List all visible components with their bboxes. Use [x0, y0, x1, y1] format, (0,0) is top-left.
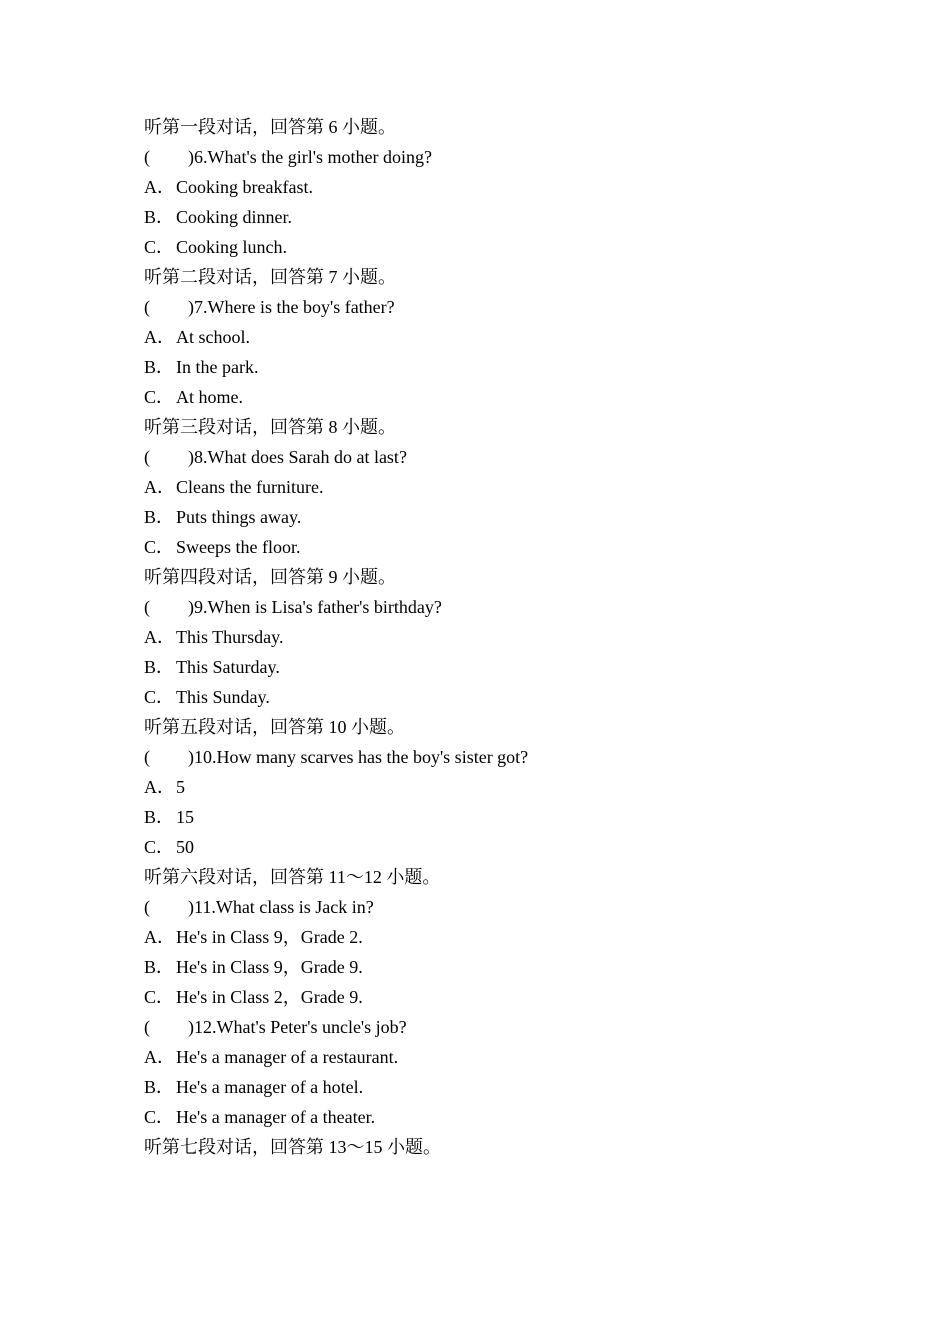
option-text: He's in Class 2，Grade 9.: [176, 987, 363, 1007]
section-instruction: 听第三段对话，回答第 8 小题。: [144, 417, 396, 437]
option-letter: A．: [144, 777, 175, 797]
section-instruction: 听第四段对话，回答第 9 小题。: [144, 567, 396, 587]
answer-paren: (: [144, 147, 150, 167]
exam-page: [144, 112, 844, 1162]
option-letter: B．: [144, 207, 175, 227]
option-text: He's a manager of a restaurant.: [176, 1047, 399, 1067]
option-letter: B．: [144, 1077, 175, 1097]
option: [144, 1042, 844, 1072]
option-letter: A．: [144, 177, 175, 197]
option-letter: A．: [144, 477, 175, 497]
question-text: )10.How many scarves has the boy's sister got?: [188, 747, 529, 767]
option-text: Cooking lunch.: [176, 237, 287, 257]
option: [144, 322, 844, 352]
option-text: This Thursday.: [176, 627, 284, 647]
option-letter: C．: [144, 1107, 175, 1127]
option-text: Cooking breakfast.: [176, 177, 313, 197]
option: [144, 232, 844, 262]
section-instruction: 听第五段对话，回答第 10 小题。: [144, 717, 405, 737]
option-text: In the park.: [176, 357, 259, 377]
question: [144, 1012, 844, 1042]
option-letter: B．: [144, 807, 175, 827]
option: [144, 622, 844, 652]
option-text: At home.: [176, 387, 243, 407]
option: [144, 502, 844, 532]
option-text: At school.: [176, 327, 250, 347]
option-text: This Saturday.: [176, 657, 280, 677]
option: [144, 982, 844, 1012]
question: [144, 442, 844, 472]
option-text: Cleans the furniture.: [176, 477, 324, 497]
option-letter: B．: [144, 657, 175, 677]
option-letter: C．: [144, 687, 175, 707]
option-text: He's in Class 9，Grade 9.: [176, 957, 363, 977]
question: [144, 892, 844, 922]
option-text: He's a manager of a hotel.: [176, 1077, 364, 1097]
option-letter: A．: [144, 327, 175, 347]
option: [144, 772, 844, 802]
option-text: He's in Class 9，Grade 2.: [176, 927, 363, 947]
question: [144, 742, 844, 772]
section-instruction: 听第六段对话，回答第 11～12 小题。: [144, 867, 441, 887]
option-text: Sweeps the floor.: [176, 537, 301, 557]
option: [144, 202, 844, 232]
option-text: 50: [176, 837, 194, 857]
option: [144, 382, 844, 412]
option: [144, 802, 844, 832]
question-text: )8.What does Sarah do at last?: [188, 447, 407, 467]
option: [144, 922, 844, 952]
option-text: He's a manager of a theater.: [176, 1107, 376, 1127]
question-text: )12.What's Peter's uncle's job?: [188, 1017, 407, 1037]
question: [144, 292, 844, 322]
option-letter: C．: [144, 987, 175, 1007]
option-letter: B．: [144, 507, 175, 527]
option-text: This Sunday.: [176, 687, 270, 707]
answer-paren: (: [144, 747, 150, 767]
option-letter: C．: [144, 387, 175, 407]
option: [144, 1072, 844, 1102]
option-letter: C．: [144, 537, 175, 557]
answer-paren: (: [144, 1017, 150, 1037]
section-instruction: 听第七段对话，回答第 13～15 小题。: [144, 1137, 441, 1157]
question: [144, 592, 844, 622]
option: [144, 172, 844, 202]
section-instruction: 听第二段对话，回答第 7 小题。: [144, 267, 396, 287]
option: [144, 472, 844, 502]
option-text: 15: [176, 807, 194, 827]
option-letter: A．: [144, 927, 175, 947]
question-text: )6.What's the girl's mother doing?: [188, 147, 432, 167]
option: [144, 1102, 844, 1132]
option-text: 5: [176, 777, 185, 797]
answer-paren: (: [144, 297, 150, 317]
option: [144, 652, 844, 682]
question: [144, 142, 844, 172]
option: [144, 532, 844, 562]
option: [144, 682, 844, 712]
option-letter: B．: [144, 957, 175, 977]
section-instruction: 听第一段对话，回答第 6 小题。: [144, 117, 396, 137]
option-text: Cooking dinner.: [176, 207, 292, 227]
option-letter: A．: [144, 1047, 175, 1067]
question-text: )11.What class is Jack in?: [188, 897, 374, 917]
question-text: )7.Where is the boy's father?: [188, 297, 395, 317]
option-letter: C．: [144, 237, 175, 257]
answer-paren: (: [144, 447, 150, 467]
question-text: )9.When is Lisa's father's birthday?: [188, 597, 442, 617]
option-text: Puts things away.: [176, 507, 302, 527]
option: [144, 952, 844, 982]
option-letter: B．: [144, 357, 175, 377]
option-letter: C．: [144, 837, 175, 857]
option-letter: A．: [144, 627, 175, 647]
answer-paren: (: [144, 897, 150, 917]
option: [144, 352, 844, 382]
option: [144, 832, 844, 862]
answer-paren: (: [144, 597, 150, 617]
